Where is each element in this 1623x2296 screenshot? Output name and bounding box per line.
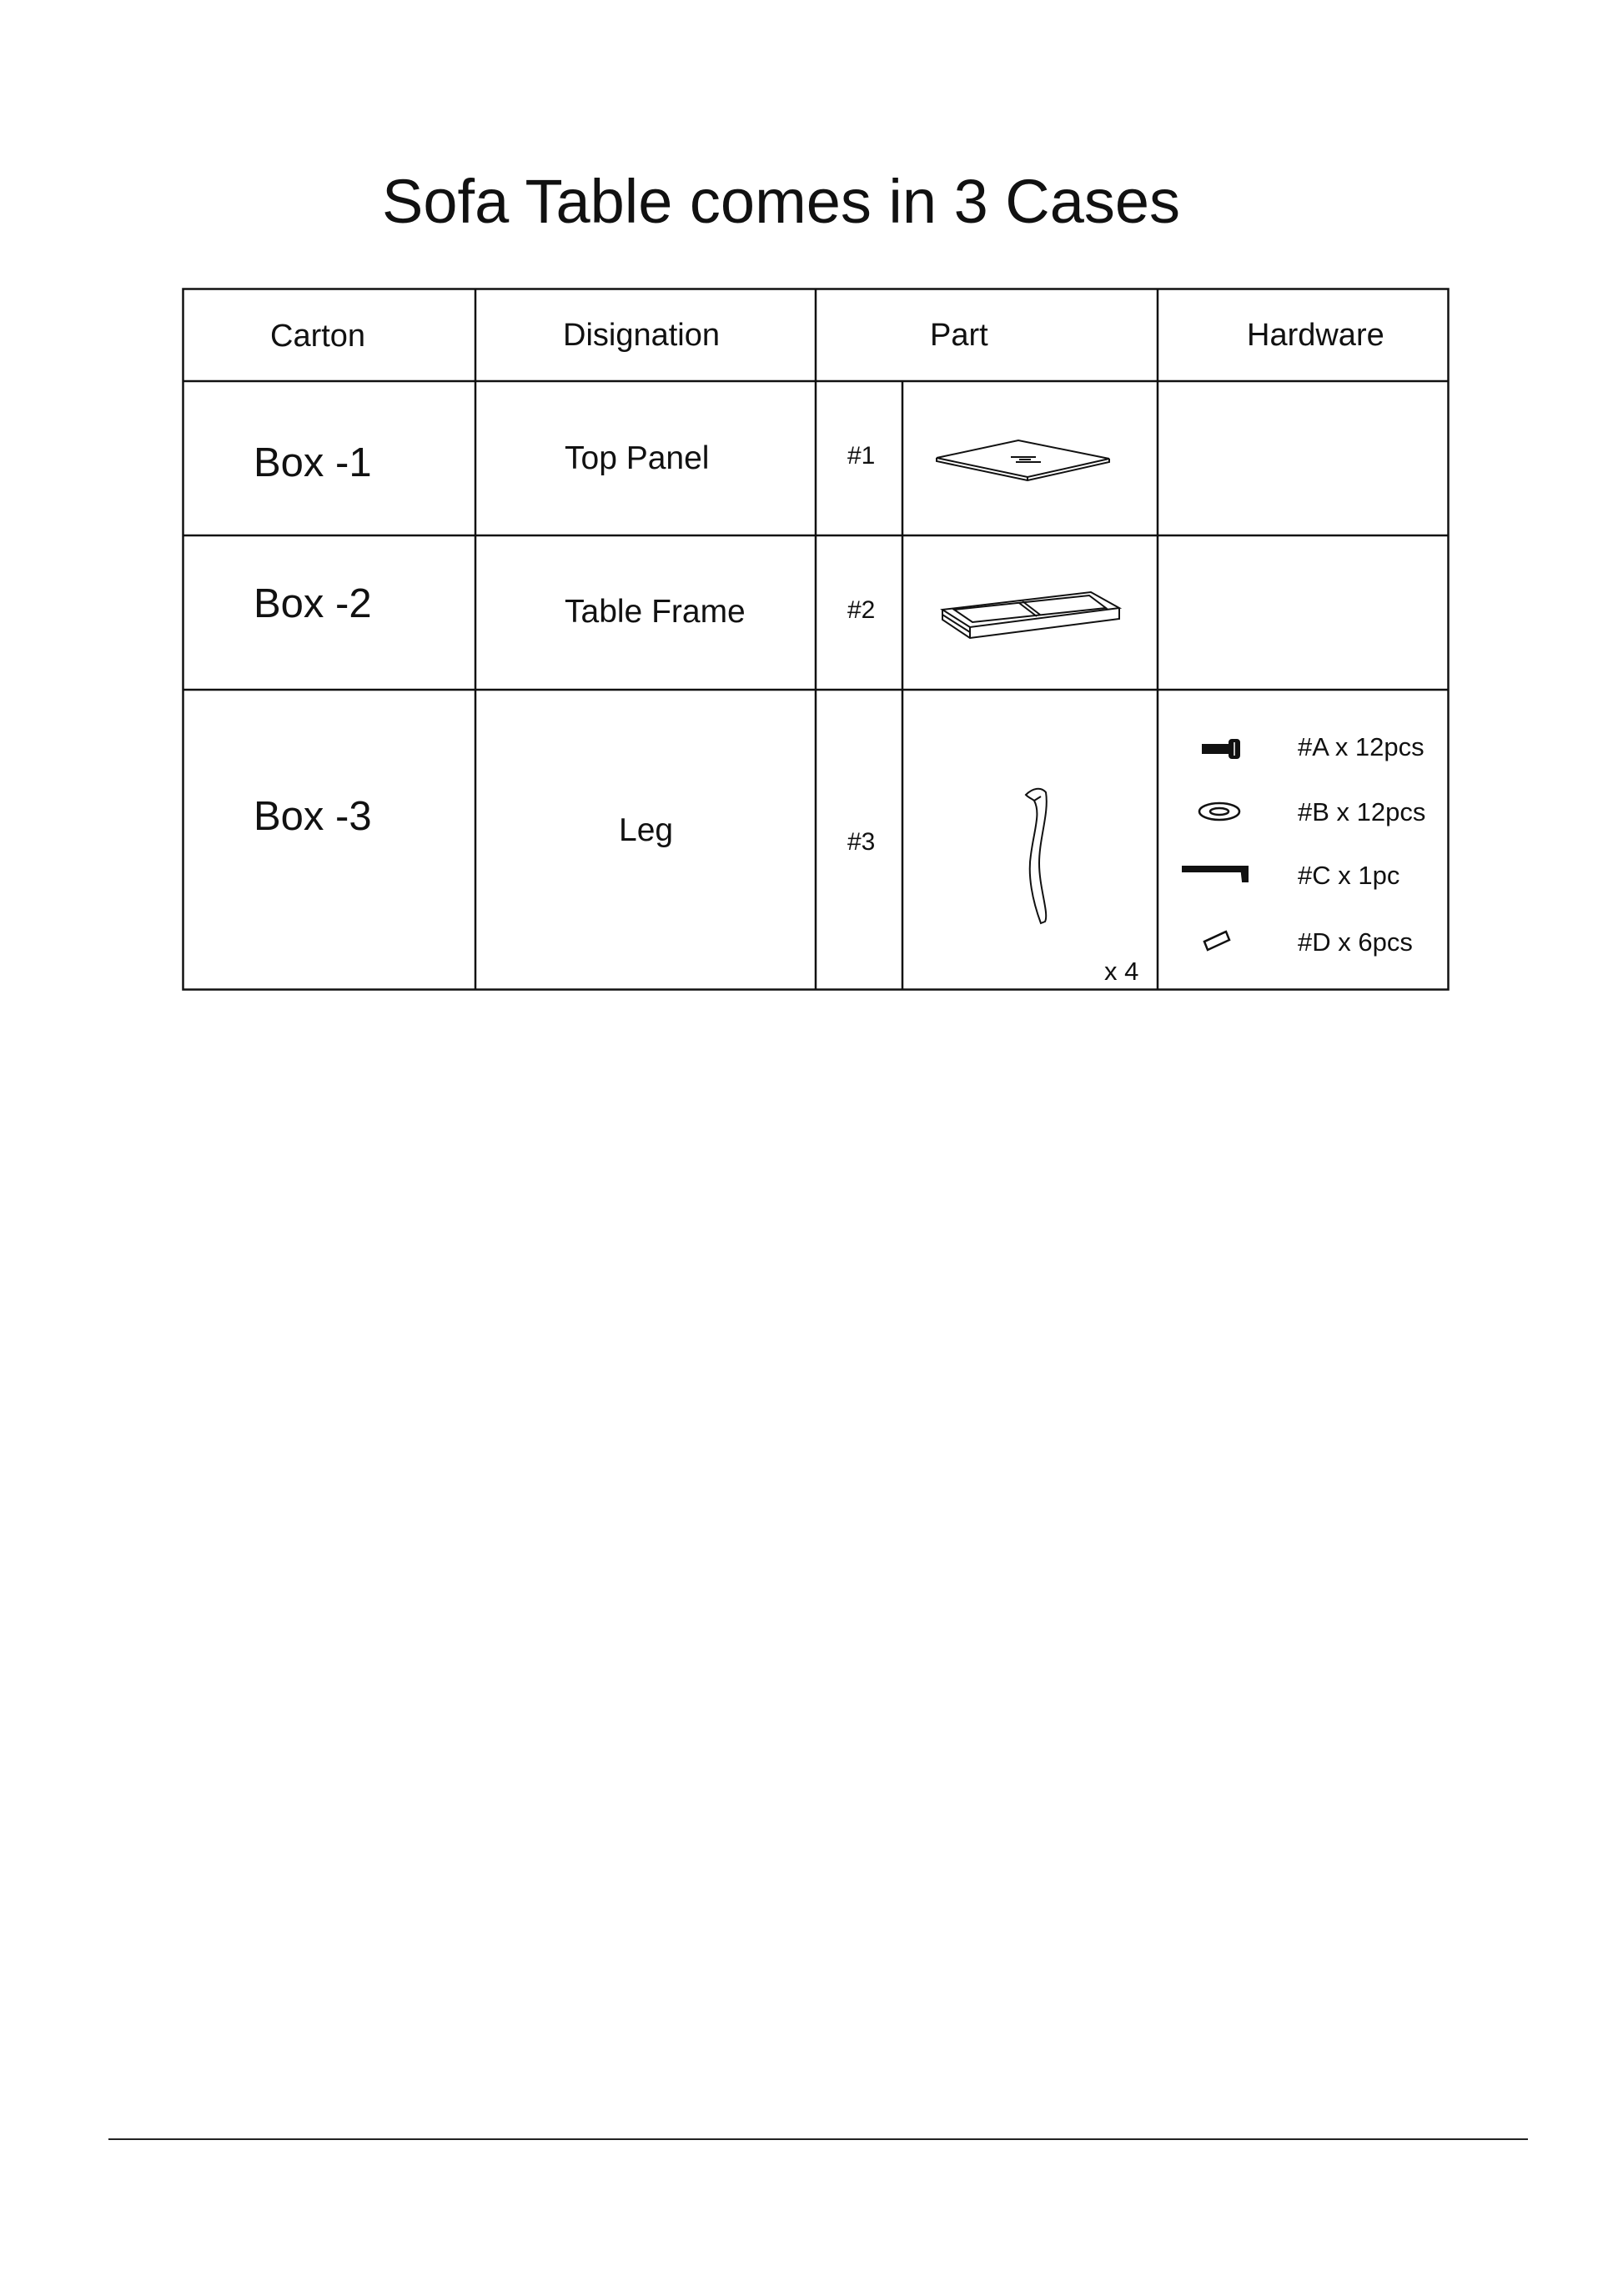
page-title: Sofa Table comes in 3 Cases bbox=[382, 167, 1181, 236]
hardware-label: #A x 12pcs bbox=[1298, 732, 1425, 761]
table-grid bbox=[182, 288, 1450, 991]
part-number: #2 bbox=[847, 596, 876, 624]
table-frame-icon bbox=[942, 592, 1119, 638]
header-part: Part bbox=[930, 318, 988, 353]
footer-divider bbox=[108, 2138, 1528, 2140]
part-number: #3 bbox=[847, 828, 876, 856]
designation-label: Leg bbox=[619, 812, 674, 848]
header-carton: Carton bbox=[270, 319, 366, 354]
hardware-label: #D x 6pcs bbox=[1298, 927, 1413, 957]
designation-label: Top Panel bbox=[565, 440, 710, 476]
hardware-label: #C x 1pc bbox=[1298, 861, 1400, 890]
hardware-label: #B x 12pcs bbox=[1298, 797, 1426, 826]
part-number: #1 bbox=[847, 442, 876, 470]
allen-key-icon bbox=[1183, 867, 1248, 882]
carton-label: Box -1 bbox=[254, 440, 372, 485]
designation-label: Table Frame bbox=[565, 594, 746, 630]
leg-icon bbox=[1026, 789, 1047, 923]
dowel-icon bbox=[1204, 932, 1229, 950]
parts-table bbox=[182, 288, 1450, 991]
header-hardware: Hardware bbox=[1247, 318, 1384, 353]
header-designation: Disignation bbox=[563, 318, 720, 353]
bolt-icon bbox=[1203, 740, 1239, 758]
part-quantity: x 4 bbox=[1104, 957, 1139, 986]
carton-label: Box -2 bbox=[254, 581, 372, 626]
top-panel-icon bbox=[937, 440, 1109, 480]
carton-label: Box -3 bbox=[254, 794, 372, 839]
washer-icon bbox=[1199, 803, 1239, 820]
